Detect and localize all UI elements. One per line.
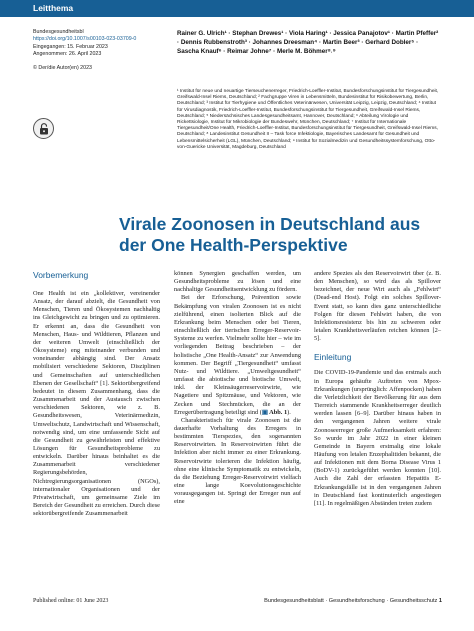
section-header-bar — [0, 0, 474, 17]
article-title: Virale Zoonosen in Deutschland aus der One Health-Perspektive — [119, 214, 421, 255]
author-affiliations: ¹ Institut für neue und neuartige Tierseuchenerreger, Friedrich-Loeffler-Institut, Bundesforschungsinstitut für Tiergesundheit, Greifswald-Insel Riems, Deutschland; ² Fachgruppe Viren in Lebensmitteln, Bundesinstitut für Risikobewertung, Berlin, Deutschland; ³ Institut für Tierhygiene und Öffentliches Veterinärwesen, Universität Leipzig, Leipzig, Deutschland; ⁴ Institut für Virusdiagnostik, Friedrich-Loeffler-Institut, Bundesforschungsinstitut für Tiergesundheit, Greifswald-Insel Riems, Deutschland; ⁵ Niedersächsisches Landesgesundheitsamt, Hannover, Deutschland; ⁶ Abteilung Virologie und Rickettsiologie, Institut für Mikrobiologie der Bundeswehr, München, Deutschland; ⁷ Institut für Internationale Tiergesundheit/One Health, Friedrich-Loeffler-Institut, Bundesforschungsinstitut für Tiergesundheit, Greifswald-Insel Riems, Deutschland; ⁸ Landesinstitut Gesundheit II – Task force Infektiologie, Bayerisches Landesamt für Gesundheit und Lebensmittelsicherheit (LGL), München, Deutschland; ⁹ Institut für Sozialmedizin und Gesundheitssystemforschung, Otto-von-Guericke Universität, Magdeburg, Deutschland — [177, 89, 439, 150]
figure-marker-icon: ▣ — [261, 408, 268, 416]
copyright-notice: © Der/die Autor(en) 2023 — [33, 64, 92, 71]
section-label: Leitthema — [33, 3, 74, 13]
page-number: 1 — [438, 598, 442, 604]
text-column-3 — [314, 270, 441, 508]
author-list: Rainer G. Ulrich¹ · Stephan Drewes¹ · Viola Haring¹ · Jessica Panajotov¹ · Martin Pfeffer² · Dennis Rubbenstroth³ · Johannes Dreesman⁴ · Martin Beer³ · Gerhard Dobler⁵ · Sascha Knauf⁶ · Reimar Johne⁷ · Merle M. Böhmer⁸˒⁹ — [177, 30, 439, 55]
received-date: Eingegangen: 15. Februar 2023 — [33, 43, 108, 50]
text-column-2 — [174, 270, 301, 507]
body-paragraph: können Synergien geschaffen werden, um Gesundheitsprobleme zu lösen und eine nachhaltige Gesundheitsentwicklung zu fördern. — [174, 270, 301, 294]
publication-date: Published online: 01 June 2023 — [33, 598, 109, 604]
figure-reference-link[interactable] — [262, 409, 287, 416]
body-paragraph-with-figure-ref — [174, 294, 301, 416]
body-paragraph: One Health ist ein „kollektiver, vereinender Ansatz, der darauf abzielt, die Gesundheit von Menschen, Tieren und Ökosystemen nachhaltig ins Gleichgewicht zu bringen und zu optimieren. Er erkennt an, dass die Gesundheit von Menschen, Haus- und Wildtieren, Pflanzen und der weiteren Umwelt (einschließlich der Ökosysteme) eng miteinander verbunden und voneinander abhängig sind. Der Ansatz mobilisiert verschiedene Sektoren, Disziplinen und Gemeinschaften auf unterschiedlichen Ebenen der Gesellschaft“ [1]. Sektorübergreifend bedeutet in diesem Zusammenhang, dass die Zusammenarbeit und der Austausch zwischen verschiedenen Sektoren, wie z. B. Gesundheitswesen, Veterinärmedizin, Umweltschutz, Landwirtschaft und Wissenschaft, notwendig sind, um eine umfassende Sicht auf die Gesundheit zu gewährleisten und effektive Lösungen für Gesundheitsprobleme zu entwickeln. Darüber hinaus beinhaltet es die Zusammenarbeit verschiedener Regierungsbehörden, Nichtregierungsorganisationen (NGOs), internationaler Organisationen und der Privatwirtschaft, um gemeinsame Ziele im Bereich der Gesundheit zu erreichen. Durch diese sektorübergreifende Zusammenarbeit — [33, 290, 160, 518]
text-column-1 — [33, 270, 160, 518]
section-heading-einleitung: Einleitung — [314, 352, 352, 363]
journal-footer — [218, 598, 442, 604]
section-heading-vorbemerkung: Vorbemerkung — [33, 270, 89, 280]
article-metadata — [33, 29, 173, 72]
journal-abbreviation: Bundesgesundheitsbl — [33, 29, 84, 35]
body-paragraph: Die COVID-19-Pandemie und das erstmals auch in Europa gehäufte Auftreten von Mpox-Erkrankungen (ursprünglich: Affenpocken) haben die Verletzlichkeit der Bevölkerung für aus dem Tierreich stammende Krankheitserreger deutlich werden lassen [6–9]. Darüber hinaus haben in den vergangenen Jahren weitere virale Zoonoseerreger große Aufmerksamkeit erfahren: So wurde im Jahr 2022 in einer kleinen Gemeinde in Bayern erstmalig eine lokale Häufung von letalen Enzephalitiden bekannt, die auf Infektionen mit dem Borna Disease Virus 1 (BoDV-1) zurückgeführt werden konnten [10]. Auch die Zahl der erfassten Hepatitis E-Erkrankungsfälle ist in den vergangenen Jahren in Deutschland fast kontinuierlich angestiegen [11]. In regelmäßigen Abständen treten zudem — [314, 369, 441, 507]
accepted-date: Angenommen: 26. April 2023 — [33, 51, 102, 58]
doi-link[interactable]: https://doi.org/10.1007/s00103-023-03709-0 — [33, 36, 137, 43]
body-text: Bei der Erforschung, Prävention sowie Bekämpfung von viralen Zoonosen ist es nicht zielführend, einen isolierten Blick auf die Erkrankung beim Menschen oder bei Tieren, einschließlich der tierischen Erreger-Reservoir-Systeme zu werfen. Vielmehr sollte hier – wie im vorliegenden Beitrag beschrieben – der holistische „One Health-Ansatz“ zur Anwendung kommen. Der Begriff „Tiergesundheit“ umfasst Nutz- und Wildtiere. „Umweltgesundheit“ umfasst die abiotische und biotische Umwelt, inkl. der Kleinsäugerreservoirwirte, wie Nagetiere und Spitzmäuse, und Vektoren, wie Zecken und Stechmücken, die an der Erregerübertragung beteiligt sind ( — [174, 294, 301, 416]
body-paragraph: andere Spezies als den Reservoirwirt über (z. B. den Menschen), so wird das als Spillover bezeichnet, der neue Wirt auch als „Fehlwirt“ (Dead-end Host). Folgt ein solches Spillover-Event statt, so kann dies ganz unterschiedliche Folgen für diesen Fehlwirt haben, die von Infektionsresistenz bis hin zu schweren oder letalen Krankheitsverläufen reichen können [2–5]. — [314, 270, 441, 343]
open-access-lock-icon — [33, 118, 54, 139]
figure-reference-label: Abb. 1 — [269, 408, 288, 416]
body-text: ). — [287, 408, 291, 416]
body-paragraph: Charakteristisch für virale Zoonosen ist die dauerhafte Vorhaltung des Erregers in bestimmten Tierspezies, den sogenannten Reservoirwirten. In Reservoirwirten führt die Infektion aber nicht immer zu einer Erkrankung. Reservoirwirte tolerieren die Infektion häufig, ohne eine klinische Symptomatik zu entwickeln, da die Beziehung Erreger-Reservoirwirt vielfach eine lange Koevolutionsgeschichte vorausgegangen ist. Springt der Erreger nun auf eine — [174, 416, 301, 506]
journal-footer-line: Bundesgesundheitsblatt · Gesundheitsforschung · Gesundheitsschutz — [264, 598, 438, 604]
